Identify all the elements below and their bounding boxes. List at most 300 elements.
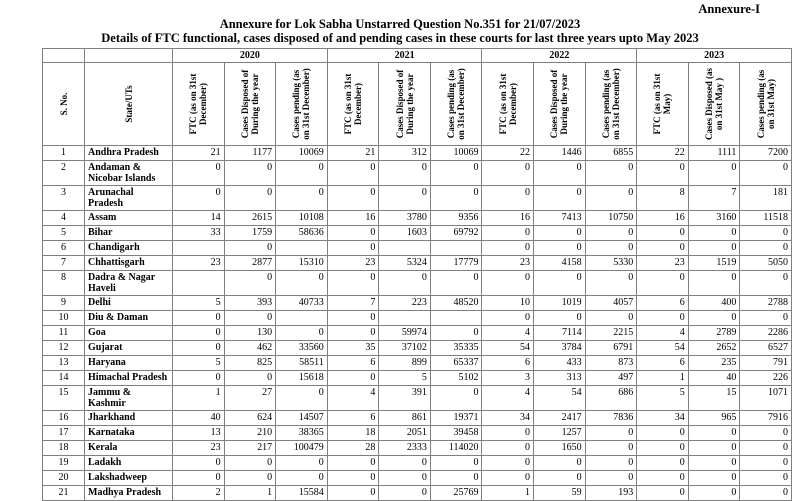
value-cell: 15310 <box>276 256 328 271</box>
table-row-18 <box>43 441 792 456</box>
value-cell: 0 <box>688 241 740 256</box>
value-cell <box>379 241 431 256</box>
value-cell: 7200 <box>740 146 792 161</box>
table-row-3 <box>43 186 792 211</box>
table-row-1 <box>43 146 792 161</box>
value-cell: 0 <box>688 456 740 471</box>
value-cell: 0 <box>379 271 431 296</box>
sno-cell: 13 <box>43 356 85 371</box>
value-cell: 0 <box>224 456 276 471</box>
value-cell: 5 <box>173 296 225 311</box>
value-cell: 0 <box>585 426 637 441</box>
value-cell: 38365 <box>276 426 328 441</box>
value-cell: 1177 <box>224 146 276 161</box>
value-cell: 0 <box>688 426 740 441</box>
value-cell: 7 <box>688 186 740 211</box>
state-cell: Arunachal Pradesh <box>85 186 173 211</box>
value-cell: 1650 <box>534 441 586 456</box>
value-cell: 10069 <box>276 146 328 161</box>
sno-cell: 4 <box>43 211 85 226</box>
value-cell <box>276 311 328 326</box>
sno-cell: 19 <box>43 456 85 471</box>
value-cell: 0 <box>482 426 534 441</box>
state-cell: Dadra & Nagar Haveli <box>85 271 173 296</box>
value-cell: 4 <box>482 326 534 341</box>
value-cell: 0 <box>379 486 431 501</box>
table-body <box>43 146 792 501</box>
value-cell: 1257 <box>534 426 586 441</box>
value-cell: 3160 <box>688 211 740 226</box>
value-cell: 462 <box>224 341 276 356</box>
state-cell: Goa <box>85 326 173 341</box>
value-cell <box>173 241 225 256</box>
value-cell: 0 <box>637 471 689 486</box>
value-cell: 7 <box>327 296 379 311</box>
value-cell: 27 <box>224 386 276 411</box>
value-cell: 0 <box>173 161 225 186</box>
value-cell: 0 <box>740 456 792 471</box>
value-cell: 0 <box>585 161 637 186</box>
corner-blank-sno <box>43 49 85 63</box>
header-2021-col2 <box>430 63 482 146</box>
value-cell: 15618 <box>276 371 328 386</box>
table-row-4 <box>43 211 792 226</box>
value-cell: 22 <box>637 146 689 161</box>
header-2021-col0-label: FTC (as on 31st December) <box>343 73 364 135</box>
value-cell: 2051 <box>379 426 431 441</box>
value-cell: 0 <box>740 161 792 186</box>
value-cell: 40 <box>688 371 740 386</box>
sno-cell: 12 <box>43 341 85 356</box>
state-cell: Karnataka <box>85 426 173 441</box>
value-cell: 5330 <box>585 256 637 271</box>
value-cell: 313 <box>534 371 586 386</box>
state-cell: Andaman & Nicobar Islands <box>85 161 173 186</box>
table-row-14 <box>43 371 792 386</box>
value-cell: 23 <box>173 256 225 271</box>
value-cell: 235 <box>688 356 740 371</box>
value-cell: 0 <box>430 471 482 486</box>
value-cell: 3 <box>482 371 534 386</box>
value-cell: 5050 <box>740 256 792 271</box>
value-cell: 0 <box>585 226 637 241</box>
value-cell: 0 <box>224 241 276 256</box>
table-row-6 <box>43 241 792 256</box>
value-cell: 0 <box>224 471 276 486</box>
state-cell: Diu & Daman <box>85 311 173 326</box>
value-cell: 0 <box>585 456 637 471</box>
value-cell: 54 <box>482 341 534 356</box>
value-cell: 0 <box>740 311 792 326</box>
value-cell: 4 <box>327 386 379 411</box>
value-cell: 23 <box>173 441 225 456</box>
header-2020-col1-label: Cases Disposed of During the year <box>239 69 260 139</box>
value-cell: 23 <box>482 256 534 271</box>
header-2023-col0-label: FTC (as on 31st May) <box>652 73 673 135</box>
value-cell: 2417 <box>534 411 586 426</box>
value-cell: 0 <box>740 226 792 241</box>
value-cell: 0 <box>276 186 328 211</box>
value-cell: 9356 <box>430 211 482 226</box>
value-cell: 0 <box>534 161 586 186</box>
value-cell: 40 <box>173 411 225 426</box>
value-cell: 0 <box>327 161 379 186</box>
value-cell: 34 <box>482 411 534 426</box>
value-cell: 0 <box>637 241 689 256</box>
value-cell: 6 <box>637 296 689 311</box>
value-cell: 0 <box>637 161 689 186</box>
value-cell: 0 <box>585 311 637 326</box>
value-cell: 4 <box>482 386 534 411</box>
value-cell: 33560 <box>276 341 328 356</box>
header-2022-col0-label: FTC (as on 31st December) <box>497 73 518 135</box>
value-cell: 54 <box>637 341 689 356</box>
table-row-8 <box>43 271 792 296</box>
value-cell: 0 <box>688 271 740 296</box>
value-cell: 0 <box>585 241 637 256</box>
value-cell: 1603 <box>379 226 431 241</box>
value-cell: 210 <box>224 426 276 441</box>
value-cell: 0 <box>173 456 225 471</box>
year-header-2020: 2020 <box>173 49 328 63</box>
value-cell: 35 <box>327 341 379 356</box>
value-cell <box>379 311 431 326</box>
header-2020-col0 <box>173 63 225 146</box>
value-cell: 54 <box>534 386 586 411</box>
value-cell: 2333 <box>379 441 431 456</box>
value-cell: 10108 <box>276 211 328 226</box>
value-cell: 0 <box>585 271 637 296</box>
value-cell: 0 <box>688 226 740 241</box>
value-cell: 59974 <box>379 326 431 341</box>
table-row-15 <box>43 386 792 411</box>
header-2021-col1-label: Cases Disposed of During the year <box>394 69 415 139</box>
state-cell: Assam <box>85 211 173 226</box>
value-cell: 0 <box>688 311 740 326</box>
state-cell: Jharkhand <box>85 411 173 426</box>
value-cell: 0 <box>637 456 689 471</box>
value-cell: 21 <box>327 146 379 161</box>
value-cell: 624 <box>224 411 276 426</box>
value-cell: 7114 <box>534 326 586 341</box>
header-2023-col2 <box>740 63 792 146</box>
sno-cell: 3 <box>43 186 85 211</box>
value-cell: 1019 <box>534 296 586 311</box>
value-cell: 130 <box>224 326 276 341</box>
value-cell: 10069 <box>430 146 482 161</box>
value-cell: 0 <box>482 186 534 211</box>
table-row-5 <box>43 226 792 241</box>
value-cell: 2877 <box>224 256 276 271</box>
value-cell: 1111 <box>688 146 740 161</box>
value-cell: 28 <box>327 441 379 456</box>
value-cell: 193 <box>585 486 637 501</box>
header-2020-col2 <box>276 63 328 146</box>
value-cell: 217 <box>224 441 276 456</box>
value-cell: 0 <box>224 371 276 386</box>
value-cell: 35335 <box>430 341 482 356</box>
value-cell: 4158 <box>534 256 586 271</box>
sno-cell: 14 <box>43 371 85 386</box>
state-cell: Andhra Pradesh <box>85 146 173 161</box>
value-cell: 6 <box>482 356 534 371</box>
header-2020-col2-label: Cases pending (as on 31st December) <box>291 68 312 140</box>
value-cell: 861 <box>379 411 431 426</box>
value-cell: 13 <box>173 426 225 441</box>
value-cell: 0 <box>740 441 792 456</box>
value-cell: 15 <box>688 386 740 411</box>
value-cell: 873 <box>585 356 637 371</box>
value-cell: 0 <box>740 271 792 296</box>
value-cell: 226 <box>740 371 792 386</box>
value-cell: 2788 <box>740 296 792 311</box>
value-cell: 0 <box>585 186 637 211</box>
value-cell: 40733 <box>276 296 328 311</box>
value-cell: 0 <box>482 471 534 486</box>
column-header-row <box>43 63 792 146</box>
value-cell: 14 <box>173 211 225 226</box>
value-cell: 1071 <box>740 386 792 411</box>
value-cell <box>430 241 482 256</box>
sno-cell: 7 <box>43 256 85 271</box>
table-row-19 <box>43 456 792 471</box>
value-cell <box>173 271 225 296</box>
value-cell: 33 <box>173 226 225 241</box>
value-cell: 0 <box>276 456 328 471</box>
value-cell: 0 <box>482 311 534 326</box>
table-row-21 <box>43 486 792 501</box>
table-row-17 <box>43 426 792 441</box>
value-cell: 65337 <box>430 356 482 371</box>
sno-cell: 18 <box>43 441 85 456</box>
value-cell: 0 <box>482 456 534 471</box>
year-header-row <box>43 49 792 63</box>
value-cell: 0 <box>688 161 740 186</box>
value-cell: 0 <box>327 241 379 256</box>
table-row-9 <box>43 296 792 311</box>
value-cell: 0 <box>430 386 482 411</box>
value-cell: 21 <box>173 146 225 161</box>
annexure-label: Annexure-I <box>698 2 760 16</box>
value-cell: 0 <box>327 371 379 386</box>
state-cell: Gujarat <box>85 341 173 356</box>
value-cell: 0 <box>740 426 792 441</box>
value-cell: 0 <box>327 456 379 471</box>
value-cell: 10750 <box>585 211 637 226</box>
table-row-11 <box>43 326 792 341</box>
sno-cell: 9 <box>43 296 85 311</box>
value-cell: 0 <box>327 311 379 326</box>
value-cell: 0 <box>276 386 328 411</box>
state-cell: Chhattisgarh <box>85 256 173 271</box>
value-cell: 0 <box>430 186 482 211</box>
value-cell: 0 <box>327 326 379 341</box>
value-cell: 393 <box>224 296 276 311</box>
value-cell: 0 <box>637 271 689 296</box>
value-cell: 5102 <box>430 371 482 386</box>
page-subtitle: Details of FTC functional, cases disposed of and pending cases in these courts for last three years upto May 2023 <box>101 31 699 45</box>
value-cell: 15584 <box>276 486 328 501</box>
value-cell: 10 <box>482 296 534 311</box>
sno-cell: 15 <box>43 386 85 411</box>
value-cell: 1446 <box>534 146 586 161</box>
value-cell: 0 <box>276 326 328 341</box>
value-cell: 17779 <box>430 256 482 271</box>
sno-cell: 6 <box>43 241 85 256</box>
page-title: Annexure for Lok Sabha Unstarred Question No.351 for 21/07/2023 <box>219 17 581 31</box>
sno-cell: 21 <box>43 486 85 501</box>
value-cell: 0 <box>482 441 534 456</box>
header-2023-col2-label: Cases pending (as on 31st May) <box>755 69 776 139</box>
value-cell: 5 <box>173 356 225 371</box>
value-cell: 312 <box>379 146 431 161</box>
value-cell: 0 <box>276 161 328 186</box>
value-cell: 0 <box>585 441 637 456</box>
value-cell: 791 <box>740 356 792 371</box>
value-cell: 11518 <box>740 211 792 226</box>
value-cell: 0 <box>173 186 225 211</box>
value-cell: 0 <box>173 371 225 386</box>
value-cell: 0 <box>379 186 431 211</box>
value-cell: 0 <box>327 471 379 486</box>
state-cell: Madhya Pradesh <box>85 486 173 501</box>
value-cell: 37102 <box>379 341 431 356</box>
value-cell: 0 <box>224 271 276 296</box>
value-cell: 223 <box>379 296 431 311</box>
value-cell: 6527 <box>740 341 792 356</box>
value-cell: 6 <box>327 356 379 371</box>
value-cell: 0 <box>276 471 328 486</box>
value-cell: 0 <box>224 161 276 186</box>
value-cell: 2 <box>173 486 225 501</box>
value-cell: 18 <box>327 426 379 441</box>
value-cell: 0 <box>688 486 740 501</box>
sno-cell: 1 <box>43 146 85 161</box>
value-cell: 1 <box>224 486 276 501</box>
header-sno-label: S. No. <box>58 92 69 116</box>
value-cell: 0 <box>482 271 534 296</box>
value-cell: 0 <box>173 471 225 486</box>
value-cell: 2286 <box>740 326 792 341</box>
value-cell: 0 <box>534 186 586 211</box>
value-cell: 0 <box>534 226 586 241</box>
header-2021-col2-label: Cases pending (as on 31st December) <box>446 68 467 140</box>
value-cell: 23 <box>637 256 689 271</box>
value-cell: 1 <box>482 486 534 501</box>
sno-cell: 11 <box>43 326 85 341</box>
value-cell: 2789 <box>688 326 740 341</box>
value-cell: 6 <box>327 411 379 426</box>
value-cell: 0 <box>482 226 534 241</box>
value-cell: 6855 <box>585 146 637 161</box>
header-2023-col1 <box>688 63 740 146</box>
header-2022-col0 <box>482 63 534 146</box>
value-cell: 0 <box>430 271 482 296</box>
value-cell: 48520 <box>430 296 482 311</box>
corner-blank-state <box>85 49 173 63</box>
value-cell: 0 <box>224 311 276 326</box>
value-cell: 0 <box>430 161 482 186</box>
state-cell: Haryana <box>85 356 173 371</box>
value-cell: 0 <box>534 311 586 326</box>
value-cell: 114020 <box>430 441 482 456</box>
value-cell: 0 <box>585 471 637 486</box>
header-2022-col1 <box>534 63 586 146</box>
value-cell: 391 <box>379 386 431 411</box>
table-header <box>43 49 792 146</box>
value-cell: 7413 <box>534 211 586 226</box>
value-cell: 6 <box>637 356 689 371</box>
value-cell: 0 <box>688 441 740 456</box>
value-cell <box>430 311 482 326</box>
value-cell: 4 <box>637 326 689 341</box>
state-cell: Bihar <box>85 226 173 241</box>
header-2021-col1 <box>379 63 431 146</box>
value-cell: 3780 <box>379 211 431 226</box>
value-cell: 23 <box>327 256 379 271</box>
value-cell: 58636 <box>276 226 328 241</box>
value-cell: 0 <box>327 226 379 241</box>
header-2022-col1-label: Cases Disposed of During the year <box>549 69 570 139</box>
table-row-16 <box>43 411 792 426</box>
year-header-2021: 2021 <box>327 49 482 63</box>
value-cell: 14507 <box>276 411 328 426</box>
value-cell: 100479 <box>276 441 328 456</box>
value-cell: 6791 <box>585 341 637 356</box>
sno-cell: 10 <box>43 311 85 326</box>
value-cell: 58511 <box>276 356 328 371</box>
value-cell: 0 <box>482 161 534 186</box>
header-2022-col2 <box>585 63 637 146</box>
table-row-2 <box>43 161 792 186</box>
sno-cell: 16 <box>43 411 85 426</box>
value-cell: 1759 <box>224 226 276 241</box>
value-cell: 16 <box>637 211 689 226</box>
table-row-7 <box>43 256 792 271</box>
value-cell: 5 <box>379 371 431 386</box>
value-cell: 0 <box>327 271 379 296</box>
value-cell: 0 <box>637 426 689 441</box>
value-cell: 0 <box>430 326 482 341</box>
value-cell: 0 <box>379 456 431 471</box>
value-cell: 2652 <box>688 341 740 356</box>
state-cell: Delhi <box>85 296 173 311</box>
value-cell: 19371 <box>430 411 482 426</box>
value-cell: 16 <box>482 211 534 226</box>
value-cell: 0 <box>688 471 740 486</box>
value-cell: 2615 <box>224 211 276 226</box>
value-cell: 1 <box>637 371 689 386</box>
value-cell: 0 <box>173 311 225 326</box>
state-cell: Ladakh <box>85 456 173 471</box>
value-cell: 686 <box>585 386 637 411</box>
value-cell: 181 <box>740 186 792 211</box>
table-row-13 <box>43 356 792 371</box>
table-row-20 <box>43 471 792 486</box>
value-cell: 0 <box>327 486 379 501</box>
ftc-cases-table <box>42 48 792 501</box>
value-cell: 22 <box>482 146 534 161</box>
value-cell: 0 <box>224 186 276 211</box>
value-cell: 25769 <box>430 486 482 501</box>
value-cell: 39458 <box>430 426 482 441</box>
value-cell: 0 <box>430 456 482 471</box>
value-cell: 0 <box>740 241 792 256</box>
value-cell: 825 <box>224 356 276 371</box>
header-2022-col2-label: Cases pending (as on 31st December) <box>600 68 621 140</box>
header-2020-col0-label: FTC (as on 31st December) <box>188 73 209 135</box>
value-cell: 0 <box>740 471 792 486</box>
